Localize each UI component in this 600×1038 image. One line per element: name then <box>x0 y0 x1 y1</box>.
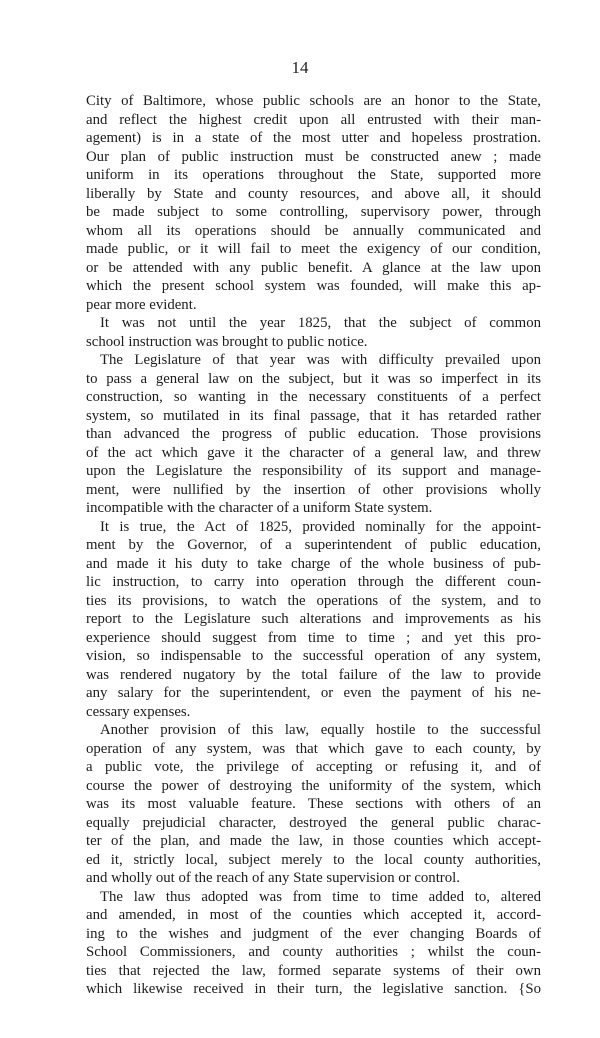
text-line: pear more evident. <box>86 296 197 313</box>
text-line: It was not until the year 1825, that the subject of common <box>100 315 541 331</box>
text-line: and made it his duty to take charge of the whole business of pub- <box>86 555 541 572</box>
text-line: It is true, the Act of 1825, provided nominally for the appoint- <box>100 518 541 535</box>
text-line: upon the Legislature the responsibility of its support and manage- <box>86 463 541 479</box>
text-line: ties that rejected the law, formed separate systems of their own <box>86 962 541 979</box>
text-line: The law thus adopted was from time to time added to, altered <box>100 888 541 905</box>
text-line: City of Baltimore, whose public schools are an honor to the State, <box>86 93 541 109</box>
text-line: and reflect the highest credit upon all entrusted with their man- <box>86 111 541 128</box>
page-number: 14 <box>291 58 309 77</box>
text-line: which likewise received in their turn, the legislative sanction. {So <box>86 981 541 997</box>
text-line: ment by the Governor, of a superintendent of public education, <box>86 537 541 553</box>
text-line: School Commissioners, and county authorities ; whilst the coun- <box>86 944 541 960</box>
text-line: report to the Legislature such alterations and improvements as his <box>86 611 541 627</box>
text-line: course the power of destroying the uniformity of the system, which <box>86 777 541 794</box>
text-line: Another provision of this law, equally hostile to the successful <box>100 722 541 738</box>
text-line: which the present school system was founded, will make this ap- <box>86 278 541 294</box>
text-line: than advanced the progress of public education. Those provisions <box>86 426 541 442</box>
text-line: uniform in its operations throughout the State, supported more <box>86 167 541 183</box>
text-line: cessary expenses. <box>86 703 191 720</box>
text-line: vision, so indispensable to the successful operation of any system, <box>86 648 541 664</box>
text-line: Our plan of public instruction must be constructed anew ; made <box>86 148 541 165</box>
text-line: and wholly out of the reach of any State supervision or control. <box>86 870 460 886</box>
text-line: The Legislature of that year was with difficulty prevailed upon <box>100 352 541 368</box>
text-line: ment, were nullified by the insertion of other provisions wholly <box>86 481 541 498</box>
text-line: ter of the plan, and made the law, in those counties which accept- <box>86 833 541 849</box>
text-line: of the act which gave it the character of a general law, and threw <box>86 444 541 461</box>
text-line: or be attended with any public benefit. A glance at the law upon <box>86 259 541 276</box>
text-line: operation of any system, was that which gave to each county, by <box>86 740 541 757</box>
text-line: made public, or it will fail to meet the exigency of our condition, <box>86 241 541 257</box>
text-line: ing to the wishes and judgment of the ever changing Boards of <box>86 925 541 942</box>
text-line: any salary for the superintendent, or even the payment of his ne- <box>86 685 541 701</box>
text-line: was rendered nugatory by the total failure of the law to provide <box>86 666 541 683</box>
text-line: to pass a general law on the subject, but it was so imperfect in its <box>86 370 541 387</box>
text-line: equally prejudicial character, destroyed the general public charac- <box>86 814 541 831</box>
text-line: agement) is in a state of the most utter and hopeless prostration. <box>86 130 541 146</box>
text-line: and amended, in most of the counties which accepted it, accord- <box>86 907 541 923</box>
text-line: ties its provisions, to watch the operations of the system, and to <box>86 592 541 609</box>
text-line: ed it, strictly local, subject merely to the local county authorities, <box>86 851 541 868</box>
text-line: a public vote, the privilege of accepting or refusing it, and of <box>86 759 541 775</box>
text-line: be made subject to some controlling, supervisory power, through <box>86 204 541 220</box>
text-line: school instruction was brought to public notice. <box>86 333 368 350</box>
text-line: was its most valuable feature. These sections with others of an <box>86 796 541 812</box>
body-text <box>86 92 541 999</box>
text-line: incompatible with the character of a uniform State system. <box>86 500 433 516</box>
text-line: liberally by State and county resources, and above all, it should <box>86 185 541 202</box>
text-line: system, so mutilated in its final passage, that it has retarded rather <box>86 407 541 424</box>
text-line: experience should suggest from time to time ; and yet this pro- <box>86 629 541 646</box>
text-line: whom all its operations should be annually communicated and <box>86 222 541 239</box>
text-line: construction, so wanting in the necessary constituents of a perfect <box>86 389 541 405</box>
text-line: lic instruction, to carry into operation through the different coun- <box>86 574 541 590</box>
